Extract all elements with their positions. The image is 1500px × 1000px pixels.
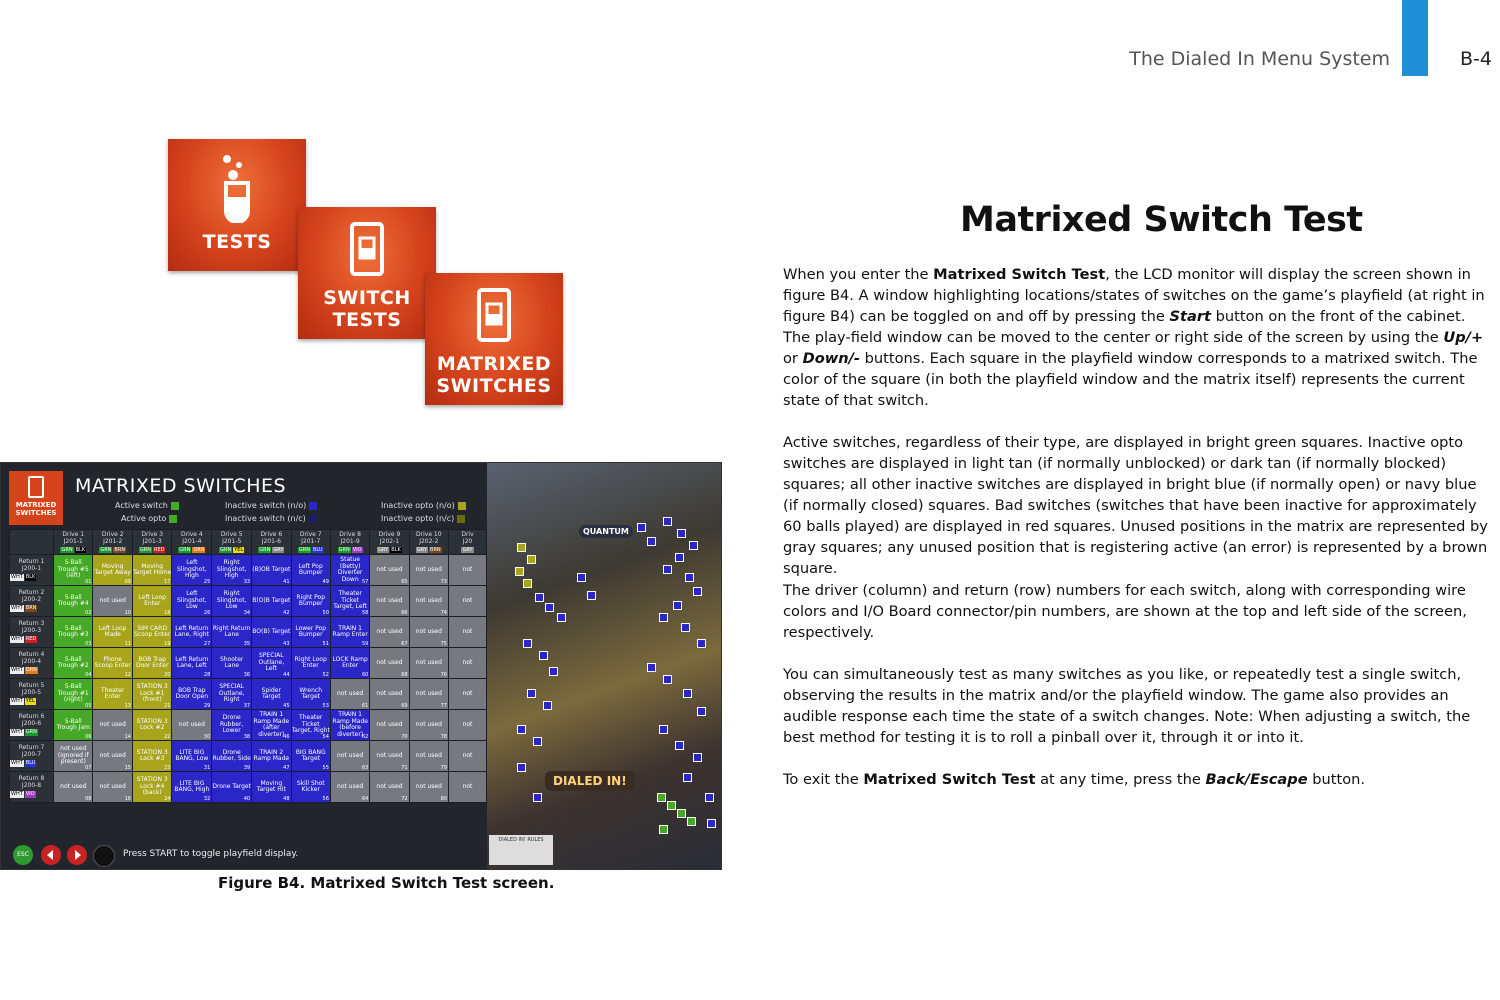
return-header: Return 5 J200-5 WHT YEL xyxy=(10,679,54,710)
right-arrow-icon[interactable] xyxy=(67,845,87,865)
switch-cell: BO(B) Target 43 xyxy=(252,617,291,648)
switch-cell: Left Return Lane, Right 27 xyxy=(172,617,212,648)
legend-item: Active opto xyxy=(121,514,177,523)
test-tube-icon xyxy=(217,153,257,223)
drive-header: Drive 5 J201-5 GRN YEL xyxy=(212,530,252,555)
switch-cell: not used 70 xyxy=(370,710,409,741)
switch-cell: Left Return Lane, Left 28 xyxy=(172,648,212,679)
switch-cell: 5-Ball Trough #2 04 xyxy=(54,648,93,679)
emphasis: Matrixed Switch Test xyxy=(863,771,1036,788)
playfield-switch-square xyxy=(681,623,690,632)
drive-header: Drive 4 J201-4 GRN ORN xyxy=(172,530,212,555)
switch-cell: SPECIAL Outlane, Left 44 xyxy=(252,648,291,679)
playfield-switch-square xyxy=(687,817,696,826)
playfield-switch-square xyxy=(663,675,672,684)
drive-header: Drive 2 J201-2 GRN BRN xyxy=(93,530,133,555)
legend-item: Inactive switch (n/c) xyxy=(225,514,317,523)
matrix-panel xyxy=(1,463,487,869)
playfield-switch-square xyxy=(533,793,542,802)
switch-tests-tile xyxy=(298,207,436,339)
switch-cell: STATION 3 Lock #4 (back) 24 xyxy=(132,772,171,803)
text-run: You can simultaneously test as many switches as you like, or repeatedly test a single switch, observing the results in the matrix and/or the playfield window. The game also provides an audible response each time the state of a switch changes. Note: When adjusting a switch, the best method for testing it is to roll a pinball over it, through it or into it. xyxy=(783,666,1471,746)
matrix-row xyxy=(10,648,487,679)
playfield-switch-square xyxy=(663,517,672,526)
text-run: When you enter the xyxy=(783,266,934,283)
switch-cell: not used 77 xyxy=(409,679,448,710)
switch-cell: Moving Target Hit 48 xyxy=(252,772,291,803)
playfield-switch-square xyxy=(689,541,698,550)
emphasis: Down/- xyxy=(802,350,860,367)
matrix-row xyxy=(10,710,487,741)
switch-cell: not xyxy=(449,617,487,648)
matrix-row xyxy=(10,555,487,586)
switch-cell: not used 64 xyxy=(330,772,369,803)
playfield-switch-square xyxy=(677,809,686,818)
switch-cell: LITE BIG BANG, Low 31 xyxy=(172,741,212,772)
text-run: Active switches, regardless of their type, are displayed in bright green squares. Inactive opto switches are displayed in light tan (if normally unblocked) or dark tan (if normally blocked) squares; all other inactive switches are displayed in bright blue (if normally open) or navy blue (if normally closed) squares. Bad switches (switches that have been inactive for approximately 60 balls played) are displayed in red squares. Unused positions in the matrix are represented by gray squares; any unused position that is registering active (an error) is represented by a brown square. xyxy=(783,434,1488,577)
switch-cell: TRAIN 1 Ramp Enter 59 xyxy=(330,617,369,648)
switch-cell: Left Slingshot, High 25 xyxy=(172,555,212,586)
switch-cell: Shooter Lane 36 xyxy=(212,648,252,679)
playfield-switch-square xyxy=(675,741,684,750)
playfield-switch-square xyxy=(539,651,548,660)
playfield-switch-square xyxy=(557,613,566,622)
switch-cell: 5-Ball Trough #1 (right) 05 xyxy=(54,679,93,710)
screen-footer xyxy=(1,837,487,869)
switch-matrix-table xyxy=(9,529,487,803)
return-header: Return 2 J200-2 WHT BRN xyxy=(10,586,54,617)
switch-matrix xyxy=(9,529,487,803)
switch-cell: not used 72 xyxy=(370,772,409,803)
text-run: at any time, press the xyxy=(1035,771,1206,788)
text-run: , the LCD monitor will display the screen shown in figure B4. A window highlighting locations/states of switches on the game’s playfield (at right in figure B4) can be toggled on and off by pressing the xyxy=(783,266,1485,325)
playfield-switch-square xyxy=(545,603,554,612)
switch-icon xyxy=(476,287,512,343)
playfield-window xyxy=(487,463,721,869)
switch-cell: not used 67 xyxy=(370,617,409,648)
return-header: Return 1 J200-1 WHT BLK xyxy=(10,555,54,586)
playfield-switch-square xyxy=(693,587,702,596)
emphasis: Start xyxy=(1169,308,1211,325)
switch-icon xyxy=(28,476,44,498)
logo-line1: MATRIXED xyxy=(15,501,57,509)
switch-cell: Wrench Target 53 xyxy=(291,679,330,710)
paragraph xyxy=(783,580,1495,643)
text-run: To exit the xyxy=(783,771,864,788)
switch-cell: Drone Rubber, Lower 38 xyxy=(212,710,252,741)
playfield-switch-square xyxy=(683,689,692,698)
matrixed-switches-tile xyxy=(425,273,563,405)
playfield-switch-square xyxy=(659,725,668,734)
switch-cell: not used 76 xyxy=(409,648,448,679)
footer-hint: Press START to toggle playfield display. xyxy=(123,849,299,859)
esc-button[interactable]: ESC xyxy=(13,845,33,865)
drive-header: Drive 8 J201-9 GRN VIO xyxy=(330,530,369,555)
emphasis: Up/+ xyxy=(1443,329,1484,346)
switch-cell: not used 80 xyxy=(409,772,448,803)
switch-cell: Statue (Betty) Diverter Down 57 xyxy=(330,555,369,586)
legend-item: Active switch xyxy=(115,501,179,510)
tile-label: TESTS xyxy=(202,231,272,253)
playfield-switch-square xyxy=(577,573,586,582)
switch-cell: Moving Target Away 09 xyxy=(93,555,133,586)
playfield-switch-square xyxy=(647,537,656,546)
left-arrow-icon[interactable] xyxy=(41,845,61,865)
legend-item: Inactive opto (n/c) xyxy=(381,514,465,523)
switch-cell: B(O)B Target 42 xyxy=(252,586,291,617)
switch-cell: (B)OB Target 41 xyxy=(252,555,291,586)
switch-cell: TRAIN 2 Ramp Made 47 xyxy=(252,741,291,772)
playfield-rules-card: DIALED IN! RULES xyxy=(489,835,553,865)
switch-cell: LOCK Ramp Enter 60 xyxy=(330,648,369,679)
drive-header: Drive 9 J202-1 GRY BLK xyxy=(370,530,409,555)
drive-header: Drive 10 J202-2 GRY BRN xyxy=(409,530,448,555)
switch-cell: Left Slingshot, Low 26 xyxy=(172,586,212,617)
matrix-row xyxy=(10,772,487,803)
playfield-switch-square xyxy=(667,801,676,810)
switch-cell: BOB Trap Door Open 29 xyxy=(172,679,212,710)
switch-cell: Spider Target 45 xyxy=(252,679,291,710)
tile-label-line1: MATRIXED xyxy=(436,353,552,375)
switch-cell: Theater Ticket Target, Right 54 xyxy=(291,710,330,741)
switch-cell: Right Slingshot, Low 34 xyxy=(212,586,252,617)
tests-tile xyxy=(168,139,306,271)
switch-cell: Left Pop Bumper 49 xyxy=(291,555,330,586)
switch-cell: Theater Enter 13 xyxy=(93,679,133,710)
matrix-row xyxy=(10,679,487,710)
switch-cell: not used 10 xyxy=(93,586,133,617)
playfield-switch-square xyxy=(693,753,702,762)
return-header: Return 4 J200-4 WHT ORN xyxy=(10,648,54,679)
screen-title: MATRIXED SWITCHES xyxy=(75,475,287,497)
matrixed-switches-logo xyxy=(9,471,63,525)
playfield-switch-square xyxy=(657,793,666,802)
switch-cell: 5-Ball Trough Jam 06 xyxy=(54,710,93,741)
switch-cell: not used 69 xyxy=(370,679,409,710)
switch-cell: Left Loop Enter 18 xyxy=(132,586,171,617)
playfield-switch-square xyxy=(697,639,706,648)
playfield-switch-square xyxy=(527,689,536,698)
text-run: or xyxy=(783,350,803,367)
switch-cell: LITE BIG BANG, High 32 xyxy=(172,772,212,803)
playfield-switch-square xyxy=(663,565,672,574)
playfield-switch-square xyxy=(527,555,536,564)
switch-cell: not used 14 xyxy=(93,710,133,741)
switch-cell: Right Pop Bumper 50 xyxy=(291,586,330,617)
switch-cell: Theater Ticket Target, Left 58 xyxy=(330,586,369,617)
text-run: The driver (column) and return (row) numbers for each switch, along with corresponding wire colors and I/O Board connector/pin numbers, are shown at the top and left side of the screen, respectively. xyxy=(783,582,1467,641)
switch-cell: not xyxy=(449,586,487,617)
section-title: The Dialed In Menu System xyxy=(1129,48,1390,70)
legend-item: Inactive switch (n/o) xyxy=(225,501,317,510)
switch-cell: Right Loop Enter 52 xyxy=(291,648,330,679)
switch-cell: Drone Target 40 xyxy=(212,772,252,803)
emphasis: Matrixed Switch Test xyxy=(933,266,1106,283)
switch-cell: SPECIAL Outlane, Right 37 xyxy=(212,679,252,710)
playfield-switch-square xyxy=(523,639,532,648)
switch-cell: 5-Ball Trough #5 (left) 01 xyxy=(54,555,93,586)
playfield-switch-square xyxy=(549,667,558,676)
switch-cell: not used 73 xyxy=(409,555,448,586)
switch-cell: not used 61 xyxy=(330,679,369,710)
text-run: buttons. Each square in the playfield window corresponds to a matrixed switch. The color of the square (in both the playfield window and the matrix itself) represents the current state of that switch. xyxy=(783,350,1478,409)
switch-cell: not used 66 xyxy=(370,586,409,617)
page-number: B-4 xyxy=(1460,48,1492,70)
matrix-corner xyxy=(10,530,54,555)
text-run: button. xyxy=(1307,771,1366,788)
switch-cell: Lower Pop Bumper 51 xyxy=(291,617,330,648)
playfield-switch-square xyxy=(523,579,532,588)
switch-cell: not xyxy=(449,679,487,710)
switch-cell: BOB Trap Door Enter 20 xyxy=(132,648,171,679)
switch-cell: not used 63 xyxy=(330,741,369,772)
page-heading: Matrixed Switch Test xyxy=(960,200,1363,240)
tile-label-line2: SWITCHES xyxy=(436,375,552,397)
drive-header: Driv J20 GRY xyxy=(449,530,487,555)
matrix-row xyxy=(10,741,487,772)
playfield-switch-square xyxy=(587,591,596,600)
switch-cell: not used 15 xyxy=(93,741,133,772)
playfield-banner: DIALED IN! xyxy=(545,771,635,791)
switch-cell: not xyxy=(449,710,487,741)
playfield-switch-square xyxy=(675,553,684,562)
switch-cell: Skill Shot Kicker 56 xyxy=(291,772,330,803)
switch-cell: not used (ignored if present) 07 xyxy=(54,741,93,772)
switch-cell: not used 71 xyxy=(370,741,409,772)
switch-cell: 5-Ball Trough #4 02 xyxy=(54,586,93,617)
paragraph xyxy=(783,664,1495,748)
paragraph xyxy=(783,769,1495,790)
playfield-switch-square xyxy=(659,613,668,622)
logo-line2: SWITCHES xyxy=(15,509,57,517)
switch-cell: STATION 3 Lock #1 (front) 21 xyxy=(132,679,171,710)
switch-cell: not used 74 xyxy=(409,586,448,617)
emphasis: Back/Escape xyxy=(1205,771,1308,788)
switch-cell: not used 65 xyxy=(370,555,409,586)
playfield-switch-square xyxy=(535,593,544,602)
playfield-switch-square xyxy=(517,725,526,734)
switch-cell: not used 30 xyxy=(172,710,212,741)
switch-cell: BIG BANG Target 55 xyxy=(291,741,330,772)
switch-cell: not used 78 xyxy=(409,710,448,741)
playfield-switch-square xyxy=(673,601,682,610)
switch-cell: Right Return Lane 35 xyxy=(212,617,252,648)
drive-header: Drive 3 J201-3 GRN RED xyxy=(132,530,171,555)
playfield-switch-square xyxy=(707,819,716,828)
switch-cell: 5-Ball Trough #3 03 xyxy=(54,617,93,648)
paragraph xyxy=(783,432,1495,579)
playfield-switch-square xyxy=(515,567,524,576)
figure-caption: Figure B4. Matrixed Switch Test screen. xyxy=(218,874,555,892)
switch-cell: not used 16 xyxy=(93,772,133,803)
drive-header: Drive 1 J201-1 GRN BLK xyxy=(54,530,93,555)
return-header: Return 8 J200-8 WHT VIO xyxy=(10,772,54,803)
switch-cell: not used 08 xyxy=(54,772,93,803)
switch-cell: STATION 3 Lock #2 22 xyxy=(132,710,171,741)
switch-cell: not used 79 xyxy=(409,741,448,772)
switch-cell: not xyxy=(449,648,487,679)
return-header: Return 7 J200-7 WHT BLU xyxy=(10,741,54,772)
playfield-switch-square xyxy=(677,529,686,538)
playfield-logo: QUANTUM xyxy=(579,525,633,538)
playfield-switch-square xyxy=(683,773,692,782)
playfield-switch-square xyxy=(533,737,542,746)
matrix-row xyxy=(10,617,487,648)
switch-icon xyxy=(349,221,385,277)
start-icon[interactable] xyxy=(93,845,115,867)
playfield-switch-square xyxy=(543,701,552,710)
tile-label-line2: TESTS xyxy=(332,309,402,331)
drive-header: Drive 6 J201-6 GRN GRY xyxy=(252,530,291,555)
playfield-switch-square xyxy=(517,763,526,772)
switch-cell: not xyxy=(449,772,487,803)
header-accent-bar xyxy=(1402,0,1428,76)
switch-cell: Left Loop Made 11 xyxy=(93,617,133,648)
paragraph xyxy=(783,264,1495,411)
switch-cell: TRAIN 1 Ramp Made (before diverter) 62 xyxy=(332,711,369,740)
switch-cell: not xyxy=(449,741,487,772)
switch-cell: Right Slingshot, High 33 xyxy=(212,555,252,586)
playfield-switch-square xyxy=(685,573,694,582)
switch-cell: SIM CARD Scoop Enter 19 xyxy=(132,617,171,648)
matrixed-switch-screenshot xyxy=(0,462,722,870)
switch-cell: not xyxy=(449,555,487,586)
playfield-switch-square xyxy=(517,543,526,552)
playfield-switch-square xyxy=(697,707,706,716)
playfield-switch-square xyxy=(659,825,668,834)
switch-cell: Phone Scoop Enter 12 xyxy=(93,648,133,679)
matrix-row xyxy=(10,586,487,617)
switch-cell: not used 68 xyxy=(370,648,409,679)
return-header: Return 6 J200-6 WHT GRN xyxy=(10,710,54,741)
playfield-switch-square xyxy=(637,523,646,532)
switch-cell: STATION 3 Lock #3 23 xyxy=(132,741,171,772)
text-run: button on the front of the cabinet. The play-field window can be moved to the center or right side of the screen by using the xyxy=(783,308,1466,346)
switch-cell: not used 75 xyxy=(409,617,448,648)
switch-cell: Drone Rubber, Side 39 xyxy=(212,741,252,772)
playfield-switch-square xyxy=(705,793,714,802)
legend-item: Inactive opto (n/o) xyxy=(381,501,466,510)
switch-cell: Moving Target Home 17 xyxy=(132,555,171,586)
drive-header: Drive 7 J201-7 GRN BLU xyxy=(291,530,330,555)
return-header: Return 3 J200-3 WHT RED xyxy=(10,617,54,648)
playfield-switch-square xyxy=(647,663,656,672)
switch-cell: TRAIN 1 Ramp Made (after diverter) 46 xyxy=(253,711,290,740)
tile-label-line1: SWITCH xyxy=(323,287,411,309)
